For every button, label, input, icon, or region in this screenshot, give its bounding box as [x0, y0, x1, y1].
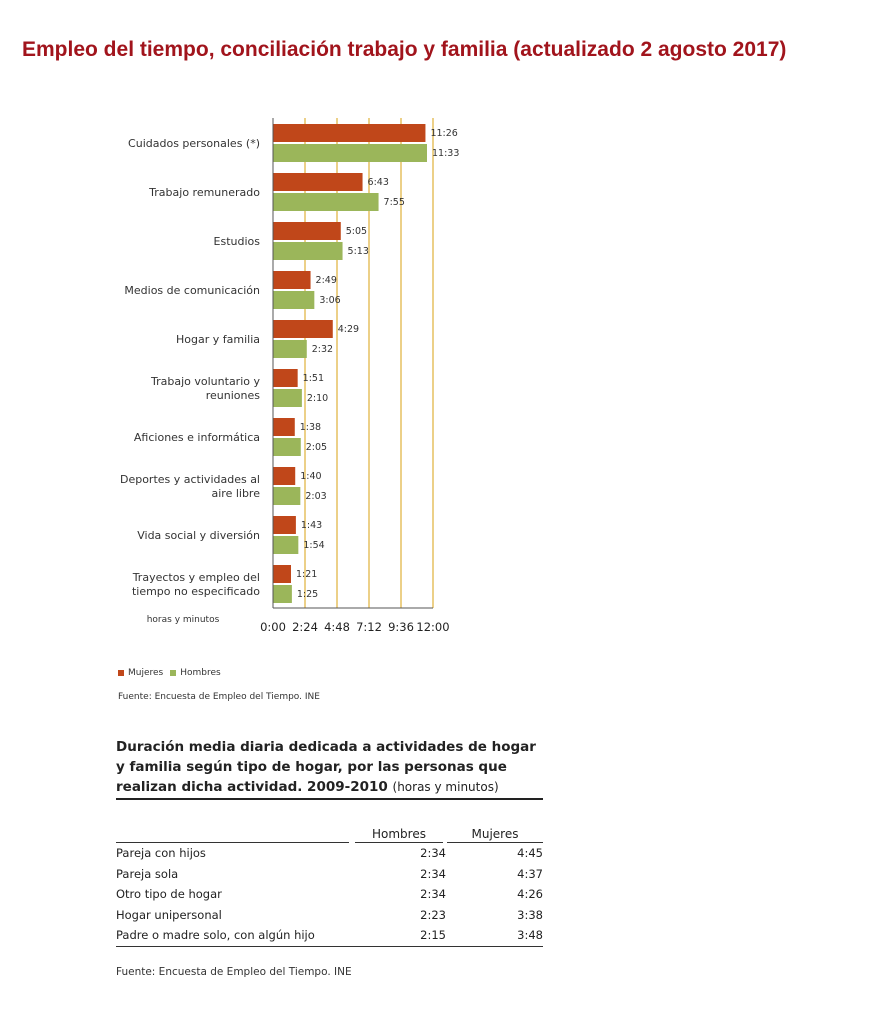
table-title-unit: (horas y minutos) — [392, 780, 499, 794]
table-cell-hombres: 2:15 — [420, 928, 446, 943]
bar-hombres — [273, 340, 307, 358]
data-label: 2:32 — [311, 344, 334, 355]
data-label: 11:33 — [432, 148, 460, 159]
household-table — [116, 823, 543, 947]
table-cell-mujeres: 3:38 — [517, 907, 543, 922]
data-label: 2:49 — [315, 275, 337, 286]
table-row-label: Otro tipo de hogar — [116, 887, 222, 902]
table-row — [116, 864, 543, 885]
bar-mujeres — [273, 124, 425, 142]
x-tick-label: 7:12 — [356, 620, 382, 634]
bar-mujeres — [273, 516, 296, 534]
table-cell-mujeres: 4:45 — [517, 846, 543, 861]
data-label: 2:03 — [305, 491, 327, 502]
data-label: 11:26 — [430, 128, 458, 139]
table-cell-hombres: 2:23 — [420, 907, 446, 922]
category-label: Trabajo remunerado — [149, 186, 260, 199]
data-label: 5:05 — [345, 226, 368, 237]
table-cell-mujeres: 4:37 — [517, 866, 543, 881]
bar-mujeres — [273, 369, 298, 387]
table-header-row — [116, 823, 543, 843]
bar-mujeres — [273, 222, 341, 240]
bar-hombres — [273, 291, 314, 309]
table-title — [116, 737, 543, 800]
chart-source: Fuente: Encuesta de Empleo del Tiempo. INE — [118, 692, 320, 702]
bar-hombres — [273, 487, 300, 505]
bar-mujeres — [273, 467, 295, 485]
data-label: 1:25 — [296, 589, 319, 600]
table-row-label: Hogar unipersonal — [116, 907, 222, 922]
table-source: Fuente: Encuesta de Empleo del Tiempo. INE — [116, 966, 352, 978]
data-label: 1:40 — [300, 471, 322, 482]
chart-legend — [118, 668, 221, 678]
data-label: 1:21 — [296, 569, 318, 580]
category-label: Medios de comunicación — [124, 284, 260, 297]
bar-mujeres — [273, 418, 295, 436]
data-label: 1:51 — [302, 373, 325, 384]
legend-label-mujeres: Mujeres — [128, 668, 164, 678]
table-row-label: Pareja con hijos — [116, 846, 206, 861]
table-row-label: Padre o madre solo, con algún hijo — [116, 928, 315, 943]
category-label: aire libre — [211, 487, 260, 500]
bar-hombres — [273, 144, 427, 162]
legend-swatch-mujeres — [118, 670, 124, 676]
table-row — [116, 843, 543, 864]
legend-label-hombres: Hombres — [180, 668, 221, 678]
bar-mujeres — [273, 173, 363, 191]
table-cell-mujeres: 4:26 — [517, 887, 543, 902]
bar-hombres — [273, 242, 343, 260]
category-label: Trayectos y empleo del — [132, 571, 260, 584]
table-row-label: Pareja sola — [116, 866, 179, 881]
category-label: reuniones — [205, 389, 260, 402]
data-label: 7:55 — [383, 197, 405, 208]
x-axis-unit-label: horas y minutos — [146, 615, 220, 625]
table-row — [116, 905, 543, 926]
page-title: Empleo del tiempo, conciliación trabajo y familia (actualizado 2 agosto 2017) — [22, 38, 787, 61]
category-label: Vida social y diversión — [137, 529, 260, 542]
data-label: 6:43 — [367, 177, 389, 188]
data-label: 1:54 — [303, 540, 325, 551]
bar-mujeres — [273, 320, 333, 338]
category-label: Aficiones e informática — [133, 431, 260, 444]
bar-hombres — [273, 389, 302, 407]
table-cell-hombres: 2:34 — [420, 846, 446, 861]
data-label: 2:10 — [306, 393, 329, 404]
table-row — [116, 884, 543, 905]
x-tick-label: 9:36 — [388, 620, 414, 634]
data-label: 4:29 — [337, 324, 360, 335]
category-label: Cuidados personales (*) — [128, 137, 260, 150]
data-label: 2:05 — [305, 442, 328, 453]
data-label: 1:38 — [299, 422, 322, 433]
bar-mujeres — [273, 271, 311, 289]
table-header-hombres: Hombres — [355, 827, 443, 843]
bar-hombres — [273, 536, 298, 554]
legend-swatch-hombres — [170, 670, 176, 676]
bar-hombres — [273, 193, 379, 211]
table-cell-mujeres: 3:48 — [517, 928, 543, 943]
x-tick-label: 4:48 — [324, 620, 350, 634]
category-label: tiempo no especificado — [131, 585, 260, 598]
table-cell-hombres: 2:34 — [420, 866, 446, 881]
x-tick-label: 0:00 — [260, 620, 286, 634]
table-cell-hombres: 2:34 — [420, 887, 446, 902]
data-label: 1:43 — [300, 520, 323, 531]
category-label: Trabajo voluntario y — [151, 375, 260, 388]
table-title-text: Duración media diaria dedicada a actividades de hogar y familia según tipo de hogar, por las personas que realizan dicha actividad. 2009-2010 — [116, 739, 536, 795]
table-header-mujeres: Mujeres — [447, 827, 543, 843]
table-row — [116, 925, 543, 947]
table-header-blank — [116, 842, 349, 843]
category-label: Deportes y actividades al — [119, 473, 260, 486]
x-tick-label: 12:00 — [416, 620, 450, 634]
category-label: Estudios — [213, 235, 260, 248]
data-label: 5:13 — [347, 246, 369, 257]
x-tick-label: 2:24 — [292, 620, 318, 634]
bar-hombres — [273, 438, 301, 456]
bar-hombres — [273, 585, 292, 603]
category-label: Hogar y familia — [176, 333, 260, 346]
bar-mujeres — [273, 565, 291, 583]
data-label: 3:06 — [319, 295, 341, 306]
